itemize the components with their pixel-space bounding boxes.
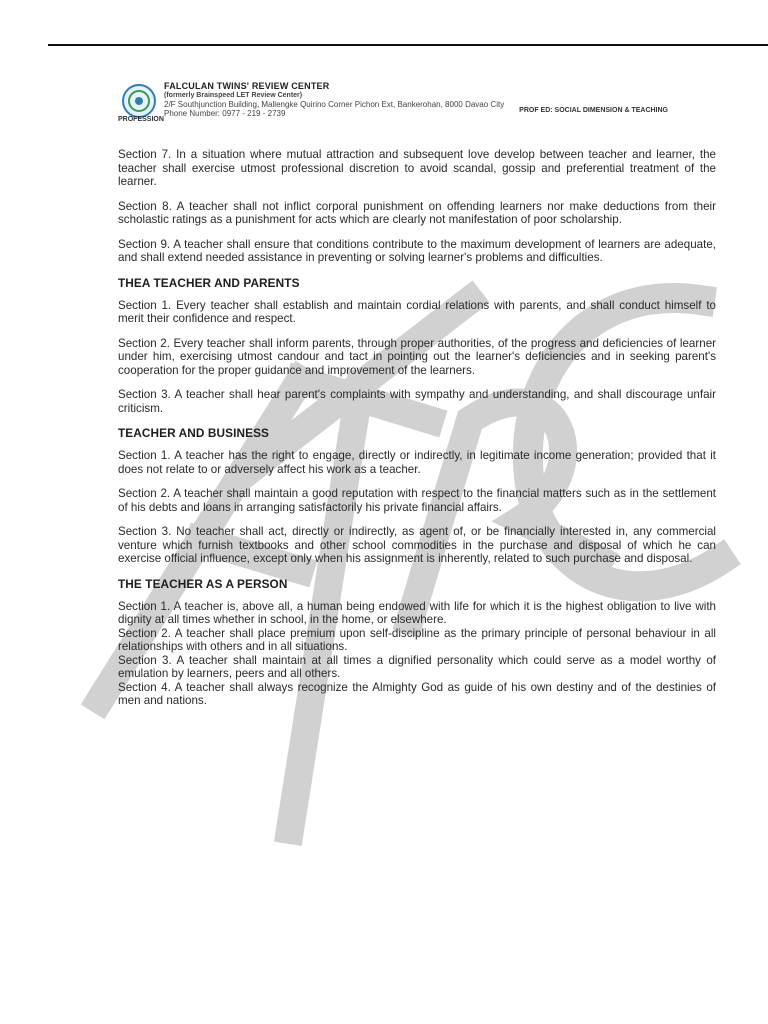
heading-teacher-as-a-person: THE TEACHER AS A PERSON [118,576,288,591]
address: 2/F Southjunction Building, Mallengke Quirino Corner Pichon Ext, Bankerohan, 8000 Davao City [164,100,505,109]
section-paragraph: Section 1. A teacher has the right to engage, directly or indirectly, in legitimate income generation; provided that it does not relate to or adversely affect his work as a teacher. [118,449,716,476]
section-paragraph: Section 8. A teacher shall not inflict corporal punishment on offending learners nor make deductions from their scholastic ratings as a punishment for acts which are clearly not manifestation of poor scholarship. [118,199,716,226]
heading-teacher-and-business: TEACHER AND BUSINESS [118,426,270,440]
header-center [164,82,504,118]
heading-teacher-and-parents: THEA TEACHER AND PARENTS [118,275,300,290]
document-body [118,148,716,708]
profession-label: PROFESSION [118,116,164,123]
section-paragraph: Section 3. No teacher shall act, directly or indirectly, as agent of, or be financially interested in, any commercial venture which furnish textbooks and other school commodities in the purchase and disposal of which he can exercise official influence, except only when his assignment is inherently, related to such purchase and disposal. [118,525,716,565]
section-paragraph: Section 3. A teacher shall hear parent's complaints with sympathy and understanding, and shall discourage unfair criticism. [118,388,716,415]
section-paragraph: Section 2. Every teacher shall inform parents, through proper authorities, of the progress and deficiencies of learner under him, exercising utmost candour and tact in pointing out the learner's deficiencies and in seeking parent's cooperation for the proper guidance and improvement of the learners. [118,336,716,377]
document-header [118,82,678,128]
section-paragraph: Section 1. A teacher is, above all, a human being endowed with life for which it is the highest obligation to live with dignity at all times whether in school, in the home, or elsewhere. [118,599,716,626]
section-paragraph: Section 2. A teacher shall place premium upon self-discipline as the primary principle of personal behaviour in all relationships with others and in all situations. [118,626,716,653]
review-center-logo-icon [122,84,156,118]
section-paragraph: Section 1. Every teacher shall establish and maintain cordial relations with parents, and shall conduct himself to merit their confidence and respect. [118,298,716,325]
top-rule [48,44,768,46]
section-paragraph: Section 2. A teacher shall maintain a good reputation with respect to the financial matters such as in the settlement of his debts and loans in arranging satisfactorily his private financial affairs. [118,487,716,514]
section-paragraph: Section 9. A teacher shall ensure that conditions contribute to the maximum development of learners are adequate, and shall extend needed assistance in preventing or solving learner's problems and difficulties. [118,237,716,264]
section-paragraph: Section 4. A teacher shall always recognize the Almighty God as guide of his own destiny and of the destinies of men and nations. [118,680,716,707]
section-paragraph: Section 7. In a situation where mutual attraction and subsequent love develop between teacher and learner, the teacher shall exercise utmost professional discretion to avoid scandal, gossip and preferential treatment of the learner. [118,148,716,188]
former-name: (formerly Brainspeed LET Review Center) [164,92,303,99]
section-paragraph: Section 3. A teacher shall maintain at all times a dignified personality which could serve as a model worthy of emulation by learners, peers and all others. [118,653,716,680]
org-name: FALCULAN TWINS' REVIEW CENTER [164,81,330,91]
phone-number: Phone Number: 0977 - 219 - 2739 [164,109,286,118]
subject-label: PROF ED: SOCIAL DIMENSION & TEACHING [519,107,668,114]
